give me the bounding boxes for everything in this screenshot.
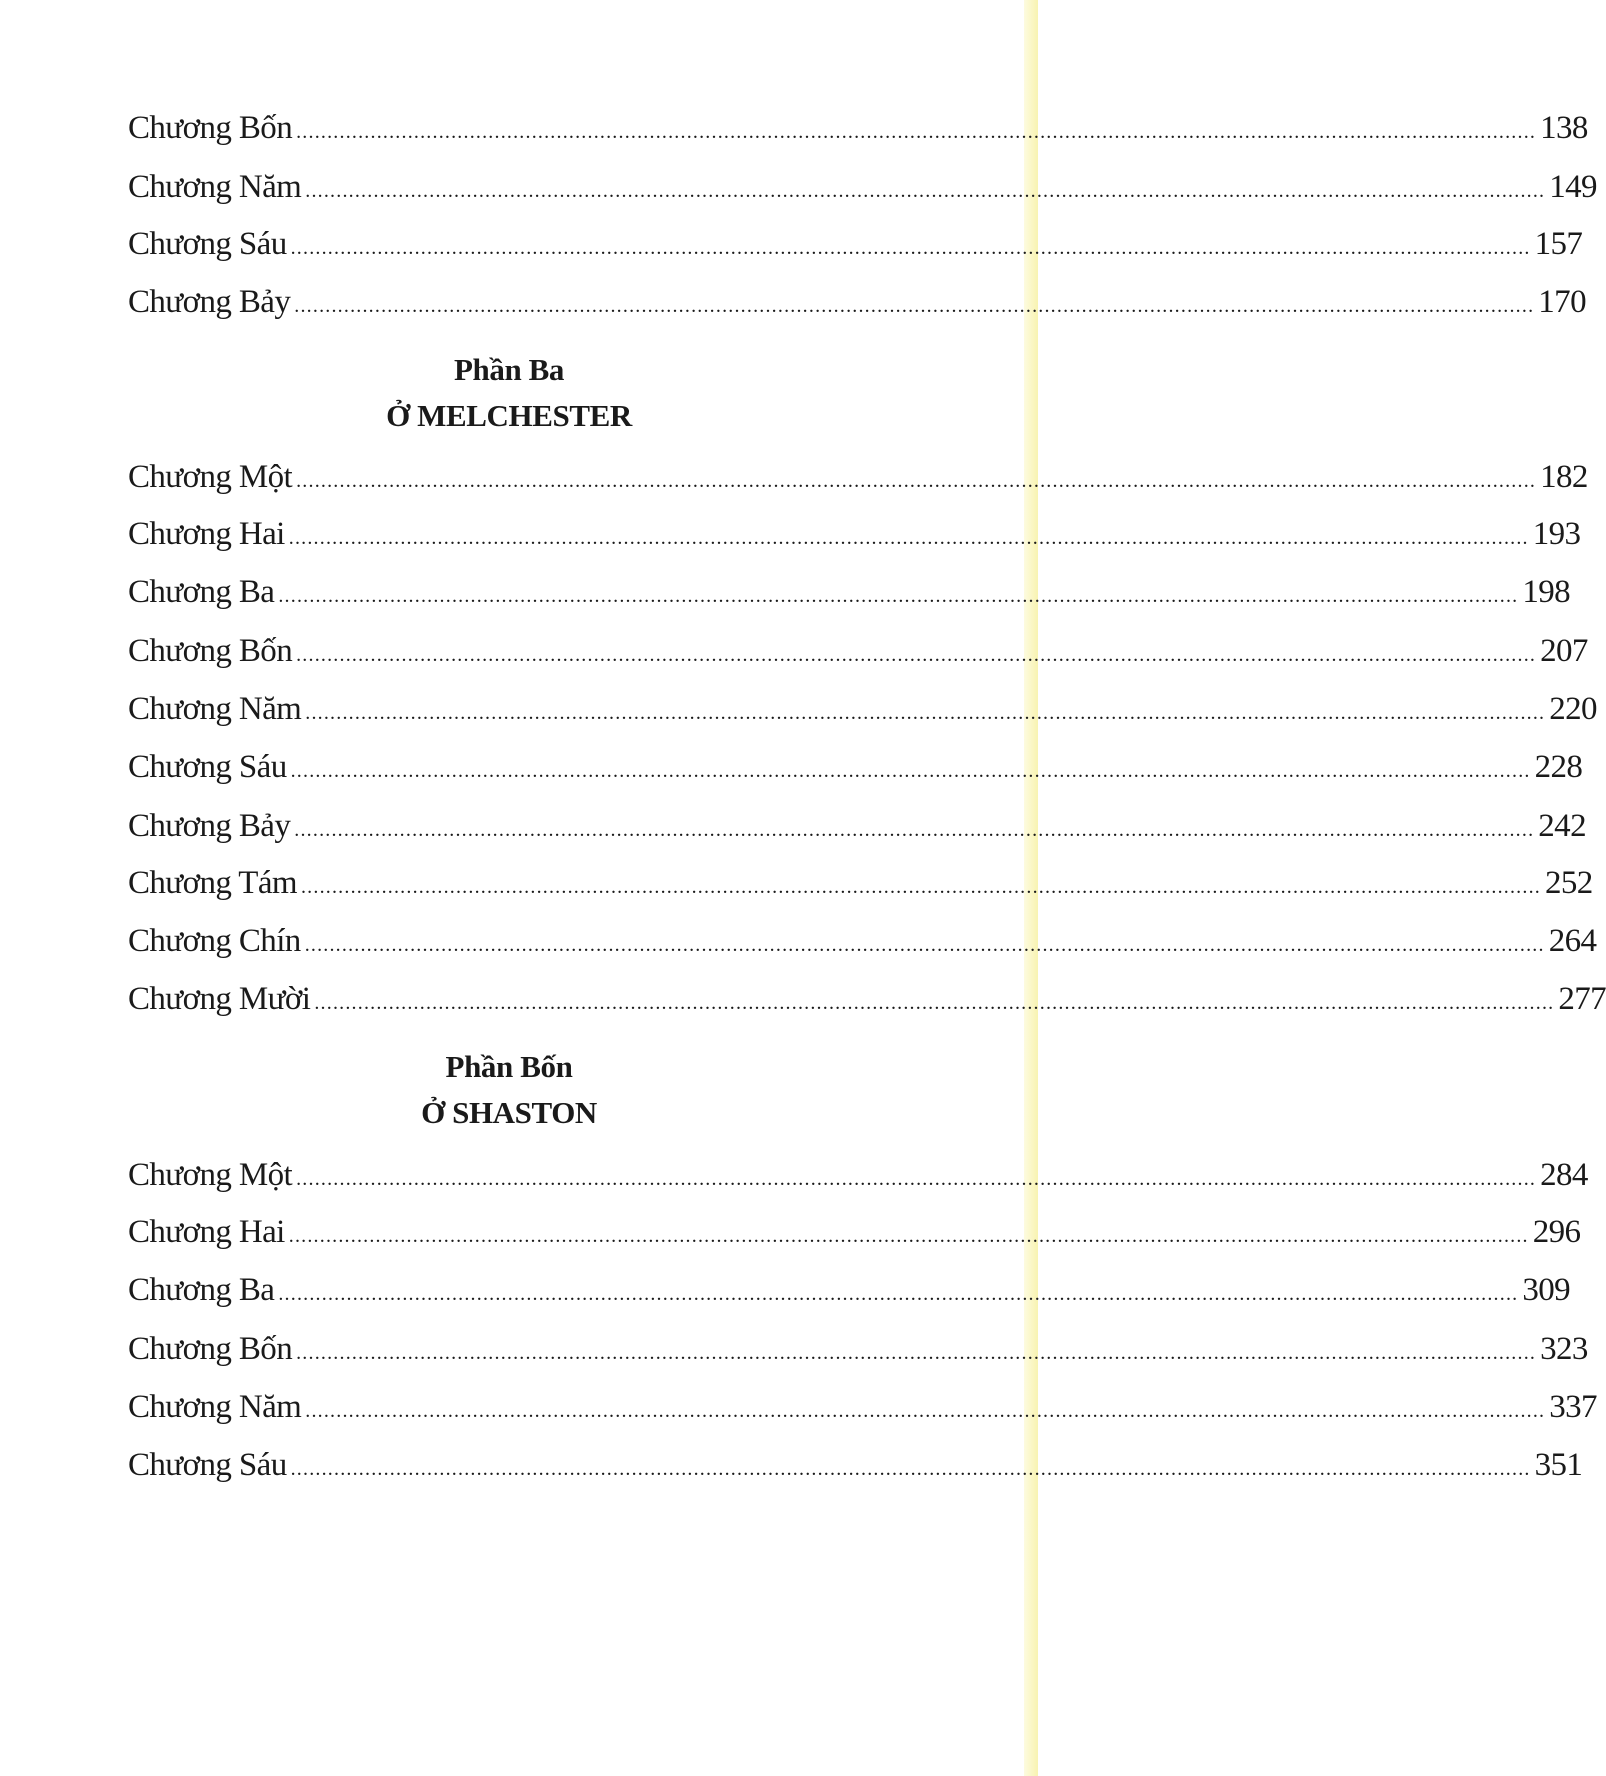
toc-entry-title: Chương Năm — [128, 1389, 302, 1425]
toc-entry-title: Chương Năm — [128, 691, 302, 727]
dot-leader: ........................................................................................................................................................................................................ — [288, 1225, 1529, 1247]
toc-entry-title: Chương Hai — [128, 1214, 285, 1250]
toc-entry-title: Chương Bốn — [128, 110, 293, 146]
dot-leader: ........................................................................................................................................................................................................ — [290, 237, 1531, 259]
toc-entry-page: 182 — [1540, 459, 1588, 495]
toc-entry-title: Chương Hai — [128, 516, 285, 552]
toc-entry — [128, 808, 1586, 852]
toc-entry — [128, 923, 1597, 967]
dot-leader: ........................................................................................................................................................................................................ — [290, 760, 1531, 782]
toc-entry — [128, 749, 1583, 793]
dot-leader: ........................................................................................................................................................................................................ — [294, 295, 1535, 317]
toc-entry — [128, 1157, 1588, 1201]
toc-entry-page: 138 — [1540, 110, 1588, 146]
toc-entry-title: Chương Một — [128, 459, 293, 495]
toc-entry — [128, 691, 1597, 735]
toc-entry-title: Chương Bảy — [128, 284, 291, 320]
toc-entry — [128, 284, 1586, 328]
toc-entry-title: Chương Bốn — [128, 633, 293, 669]
toc-entry-page: 351 — [1534, 1447, 1583, 1483]
toc-entry-title: Chương Sáu — [128, 226, 287, 262]
toc-entry — [128, 1389, 1597, 1433]
dot-leader: ........................................................................................................................................................................................................ — [296, 1342, 1537, 1364]
toc-entry — [128, 1331, 1588, 1375]
toc-entry-title: Chương Tám — [128, 865, 297, 901]
toc-entry — [128, 1214, 1581, 1258]
dot-leader: ........................................................................................................................................................................................................ — [296, 1168, 1537, 1190]
toc-entry — [128, 110, 1588, 154]
toc-entry-title: Chương Ba — [128, 1272, 275, 1308]
toc-entry — [128, 226, 1583, 270]
toc-entry-page: 309 — [1522, 1272, 1571, 1308]
toc-entry-page: 228 — [1534, 749, 1583, 785]
dot-leader: ........................................................................................................................................................................................................ — [278, 585, 1519, 607]
toc-entry-page: 296 — [1532, 1214, 1581, 1250]
toc-entry-title: Chương Bảy — [128, 808, 291, 844]
toc-entry-page: 170 — [1538, 284, 1586, 320]
toc-entry-page: 198 — [1522, 574, 1571, 610]
toc-entry-title: Chương Ba — [128, 574, 275, 610]
toc-entry-page: 337 — [1549, 1389, 1597, 1425]
toc-entry — [128, 1272, 1571, 1316]
toc-entry — [128, 169, 1597, 213]
toc-entry — [128, 574, 1571, 618]
toc-entry-page: 252 — [1544, 865, 1593, 901]
dot-leader: ........................................................................................................................................................................................................ — [296, 121, 1537, 143]
toc-entry — [128, 633, 1588, 677]
toc-entry-title: Chương Mười — [128, 981, 311, 1017]
toc-entry — [128, 981, 1606, 1025]
part4-heading: Phần Bốn — [445, 1049, 573, 1084]
toc-entry-title: Chương Một — [128, 1157, 293, 1193]
dot-leader: ........................................................................................................................................................................................................ — [278, 1283, 1519, 1305]
part3-subtitle: Ở MELCHESTER — [386, 398, 632, 433]
toc-entry-page: 264 — [1548, 923, 1597, 959]
toc-entry-page: 242 — [1538, 808, 1586, 844]
toc-entry-page: 157 — [1534, 226, 1583, 262]
toc-entry — [128, 865, 1593, 909]
toc-entry-page: 149 — [1549, 169, 1597, 205]
part3-heading: Phần Ba — [453, 352, 565, 387]
dot-leader: ........................................................................................................................................................................................................ — [300, 876, 1541, 898]
dot-leader: ........................................................................................................................................................................................................ — [296, 644, 1537, 666]
toc-entry-title: Chương Sáu — [128, 749, 287, 785]
toc-entry-title: Chương Sáu — [128, 1447, 287, 1483]
toc-entry-page: 277 — [1558, 981, 1606, 1017]
dot-leader: ........................................................................................................................................................................................................ — [288, 527, 1529, 549]
toc-entry-title: Chương Bốn — [128, 1331, 293, 1367]
dot-leader: ........................................................................................................................................................................................................ — [296, 470, 1537, 492]
dot-leader: ........................................................................................................................................................................................................ — [305, 180, 1546, 202]
dot-leader: ........................................................................................................................................................................................................ — [305, 702, 1546, 724]
toc-entry-page: 323 — [1540, 1331, 1588, 1367]
toc-entry-page: 193 — [1532, 516, 1581, 552]
toc-entry-page: 284 — [1540, 1157, 1588, 1193]
toc-entry-page: 220 — [1549, 691, 1597, 727]
toc-entry-title: Chương Chín — [128, 923, 301, 959]
toc-entry — [128, 1447, 1583, 1491]
toc-entry — [128, 516, 1581, 560]
dot-leader: ........................................................................................................................................................................................................ — [304, 934, 1545, 956]
dot-leader: ........................................................................................................................................................................................................ — [314, 992, 1555, 1014]
toc-entry-page: 207 — [1540, 633, 1588, 669]
dot-leader: ........................................................................................................................................................................................................ — [305, 1400, 1546, 1422]
toc-entry — [128, 459, 1588, 503]
dot-leader: ........................................................................................................................................................................................................ — [294, 819, 1535, 841]
toc-entry-title: Chương Năm — [128, 169, 302, 205]
dot-leader: ........................................................................................................................................................................................................ — [290, 1458, 1531, 1480]
part4-subtitle: Ở SHASTON — [421, 1095, 597, 1130]
